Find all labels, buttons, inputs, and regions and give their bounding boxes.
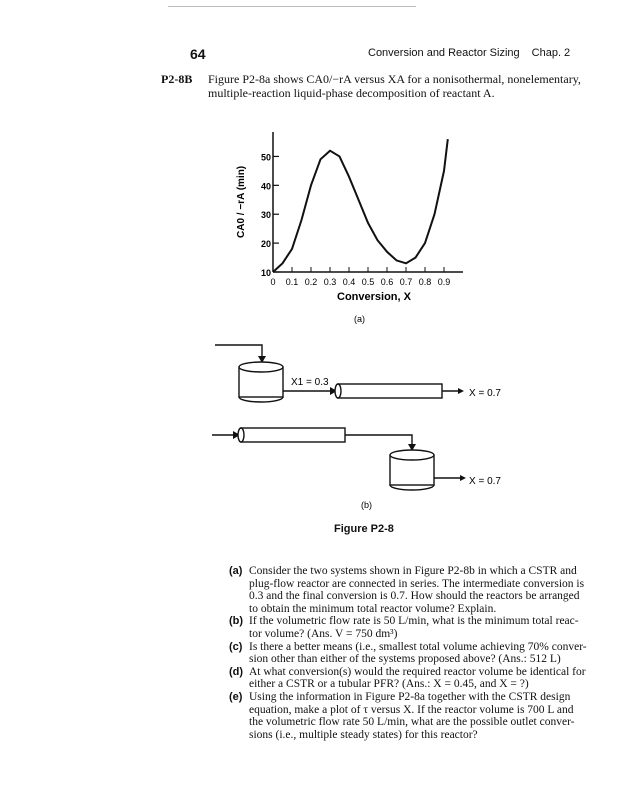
- x-tick-label: 0.1: [285, 277, 299, 287]
- cstr-1-bottom: [239, 397, 283, 402]
- system-1: [215, 345, 464, 402]
- question-line: sion other than either of the systems proposed above? (Ans.: 512 L): [249, 653, 561, 666]
- question-item: [229, 666, 599, 691]
- question-line: to obtain the minimum total reactor volume? Explain.: [249, 602, 497, 615]
- y-ticks: [261, 152, 279, 278]
- final-conversion-2: X = 0.7: [469, 476, 501, 487]
- x-tick-label: 0.3: [323, 277, 337, 287]
- pfr-1: [338, 384, 442, 398]
- running-title: Conversion and Reactor Sizing: [368, 47, 520, 59]
- x-tick-label: 0.5: [361, 277, 375, 287]
- outlet-arrow-1: [458, 388, 464, 394]
- y-tick-label: 30: [260, 210, 271, 221]
- panel-a-label: (a): [354, 314, 365, 324]
- y-tick-label: 50: [260, 152, 271, 163]
- connector-2: [345, 435, 412, 448]
- x-tick-label: 0.6: [380, 277, 394, 287]
- question-line: If the volumetric flow rate is 50 L/min, what is the minimum total reac-: [249, 615, 579, 628]
- cstr-2-bottom: [390, 485, 434, 490]
- intro-line-1: Figure P2-8a shows CA0/−rA versus XA for a nonisothermal, nonelementary,: [208, 72, 581, 86]
- chapter-label: Chap. 2: [531, 47, 571, 59]
- question-line: either a CSTR or a tubular PFR? (Ans.: X = 0.45, and X = ?): [249, 678, 529, 691]
- intro-line-2: multiple-reaction liquid-phase decomposition of reactant A.: [208, 86, 495, 100]
- chart-panel-a: [236, 132, 463, 324]
- feed-line-1: [215, 345, 262, 360]
- series-curve: [273, 139, 448, 272]
- question-label: (c): [229, 640, 243, 653]
- pfr-2-end: [238, 428, 244, 442]
- question-line: tor volume? (Ans. V = 750 dm³): [249, 627, 398, 640]
- question-line: Using the information in Figure P2-8a together with the CSTR design: [249, 690, 571, 703]
- question-label: (e): [229, 690, 243, 703]
- x-tick-label: 0.2: [304, 277, 318, 287]
- x-tick-label: 0.8: [418, 277, 432, 287]
- final-conversion-1: X = 0.7: [469, 388, 501, 399]
- x-ticks: [270, 267, 450, 287]
- question-line: equation, make a plot of τ versus X. If the reactor volume is 700 L and: [249, 703, 574, 716]
- x-tick-label: 0: [270, 277, 276, 287]
- question-line: sions (i.e., multiple steady states) for this reactor?: [249, 728, 478, 741]
- problem-number: P2-8B: [161, 72, 193, 86]
- question-line: At what conversion(s) would the required reactor volume be identical for: [249, 665, 586, 678]
- question-item: [229, 615, 599, 640]
- pfr-2: [241, 428, 345, 442]
- question-label: (a): [229, 565, 243, 577]
- x-tick-label: 0.4: [342, 277, 356, 287]
- cstr-2-top: [390, 450, 434, 460]
- page-number: 64: [190, 46, 206, 62]
- x-tick-label: 0.7: [399, 277, 413, 287]
- system-2: [212, 428, 466, 490]
- y-tick-label: 20: [260, 239, 271, 250]
- question-list: [229, 565, 599, 741]
- question-line: the volumetric flow rate 50 L/min, what are the possible outlet conver-: [249, 716, 575, 729]
- question-line: Consider the two systems shown in Figure P2-8b in which a CSTR and: [249, 565, 577, 577]
- y-axis-label: CA0 / −rA (min): [236, 165, 247, 238]
- cstr-1-top: [239, 362, 283, 372]
- y-tick-label: 40: [260, 181, 271, 192]
- question-item: [229, 691, 599, 741]
- question-item: [229, 565, 599, 615]
- question-label: (b): [229, 615, 244, 628]
- y-tick-label: 10: [260, 268, 271, 278]
- figure-caption: Figure P2-8: [334, 523, 394, 535]
- question-item: [229, 641, 599, 666]
- question-label: (d): [229, 665, 244, 678]
- question-line: Is there a better means (i.e., smallest total volume achieving 70% conver-: [249, 640, 587, 653]
- panel-b-label: (b): [361, 500, 372, 510]
- outlet-arrow-2: [460, 475, 466, 481]
- intermediate-conversion-1: X1 = 0.3: [291, 377, 329, 388]
- question-line: 0.3 and the final conversion is 0.7. How should the reactors be arranged: [249, 590, 580, 603]
- pfr-1-end: [335, 384, 341, 398]
- x-tick-label: 0.9: [437, 277, 451, 287]
- question-line: plug-flow reactor are connected in series. The intermediate conversion is: [249, 577, 585, 590]
- x-axis-label: Conversion, X: [337, 291, 411, 303]
